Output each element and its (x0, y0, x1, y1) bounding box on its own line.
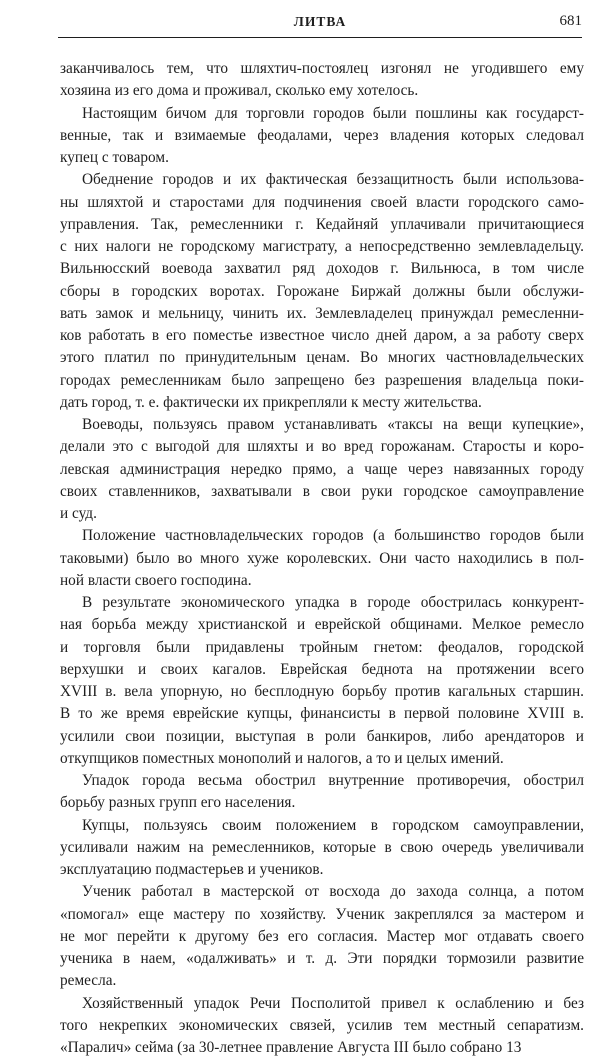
text-line: Положение частновладельческих городов (а большинство городов были (60, 525, 584, 547)
text-line: делали это с выгодой для шляхты и во вред горожанам. Старосты и коро- (60, 436, 584, 458)
text-line: борьбу разных групп его населения. (60, 792, 584, 814)
text-line: с них налоги не городскому магистрату, а непосредственно землевладельцу. (60, 236, 584, 258)
text-line: Упадок города весьма обострил внутренние противоречия, обострил (60, 770, 584, 792)
text-line: XVIII в. вела упорную, но бесплодную борьбу против кагальных старшин. (60, 681, 584, 703)
paragraph (60, 525, 584, 592)
text-line: верхушки и своих кагалов. Еврейская беднота на протяжении всего (60, 659, 584, 681)
text-line: ная борьба между христианской и еврейской общинами. Мелкое ремесло (60, 614, 584, 636)
text-line: «помогал» еще мастеру по хозяйству. Ученик закреплялся за мастером и (60, 904, 584, 926)
text-line: Воеводы, пользуясь правом устанавливать «таксы на вещи купецкие», (60, 414, 584, 436)
text-line: Вильнюсский воевода захватил ряд доходов г. Вильнюса, в том числе (60, 258, 584, 280)
paragraph (60, 815, 584, 882)
text-line: Купцы, пользуясь своим положением в городском самоуправлении, (60, 815, 584, 837)
text-line: В результате экономического упадка в городе обострилась конкурент- (60, 592, 584, 614)
text-line: этого платил по принудительным ценам. Во многих частновладельческих (60, 347, 584, 369)
header-rule (58, 37, 582, 38)
page-number: 681 (560, 13, 583, 30)
text-line: не мог перейти к другому без его согласия. Мастер мог отдавать своего (60, 926, 584, 948)
text-line: Настоящим бичом для торговли городов были пошлины как государст- (60, 103, 584, 125)
paragraph (60, 103, 584, 170)
text-line: ны шляхтой и старостами для подчинения своей власти городского само- (60, 192, 584, 214)
text-line: усилили свои позиции, выступая в роли банкиров, либо арендаторов и (60, 726, 584, 748)
paragraph (60, 592, 584, 770)
text-line: дать город, т. е. фактически их прикрепляли к месту жительства. (60, 392, 584, 414)
text-line: Хозяйственный упадок Речи Посполитой привел к ослаблению и без (60, 993, 584, 1015)
text-line: городах ремесленникам было запрещено без разрешения владельца поки- (60, 370, 584, 392)
text-line: ков работать в его поместье известное число дней даром, а за работу сверх (60, 325, 584, 347)
text-line: того некрепких экономических связей, усилив тем местный сепаратизм. (60, 1015, 584, 1037)
text-line: эксплуатацию подмастерьев и учеников. (60, 859, 584, 881)
text-line: откупщиков поместных монополий и налогов, а то и целых имений. (60, 748, 584, 770)
text-line: «Паралич» сейма (за 30-летнее правление Августа III было собрано 13 (60, 1037, 584, 1059)
text-line: усиливали нажим на ремесленников, которые в свою очередь увеличивали (60, 837, 584, 859)
text-line: сборы в городских воротах. Горожане Биржай должны были обслужи- (60, 281, 584, 303)
running-title: ЛИТВА (58, 14, 582, 30)
text-line: своих ставленников, захватывали в свои руки городское самоуправление (60, 481, 584, 503)
text-line: хозяина из его дома и проживал, сколько ему хотелось. (60, 80, 584, 102)
text-line: заканчивалось тем, что шляхтич-постоялец изгонял не угодившего ему (60, 58, 584, 80)
text-line: ремесла. (60, 970, 584, 992)
text-line: Обеднение городов и их фактическая беззащитность были использова- (60, 169, 584, 191)
running-header (58, 14, 582, 38)
text-line: таковыми) было во много хуже королевских. Они часто находились в пол- (60, 548, 584, 570)
paragraph (60, 58, 584, 103)
text-body (60, 58, 584, 1059)
paragraph (60, 414, 584, 525)
text-line: В то же время еврейские купцы, финансисты в первой половине XVIII в. (60, 703, 584, 725)
text-line: и суд. (60, 503, 584, 525)
paragraph (60, 993, 584, 1059)
text-line: венные, так и взимаемые феодалами, через владения которых следовал (60, 125, 584, 147)
text-line: вать замок и мельницу, чинить их. Землевладелец принуждал ремесленни- (60, 303, 584, 325)
text-line: левская администрация нередко прямо, а чаще через навязанных городу (60, 459, 584, 481)
text-line: купец с товаром. (60, 147, 584, 169)
paragraph (60, 169, 584, 414)
text-line: ной власти своего господина. (60, 570, 584, 592)
text-line: Ученик работал в мастерской от восхода до захода солнца, а потом (60, 881, 584, 903)
paragraph (60, 770, 584, 815)
paragraph (60, 881, 584, 992)
text-line: управления. Так, ремесленники г. Кедайняй уплачивали причитающиеся (60, 214, 584, 236)
text-line: ученика в наем, «одалживать» и т. д. Эти порядки тормозили развитие (60, 948, 584, 970)
text-line: и торговля были придавлены тройным гнетом: феодалов, городской (60, 637, 584, 659)
